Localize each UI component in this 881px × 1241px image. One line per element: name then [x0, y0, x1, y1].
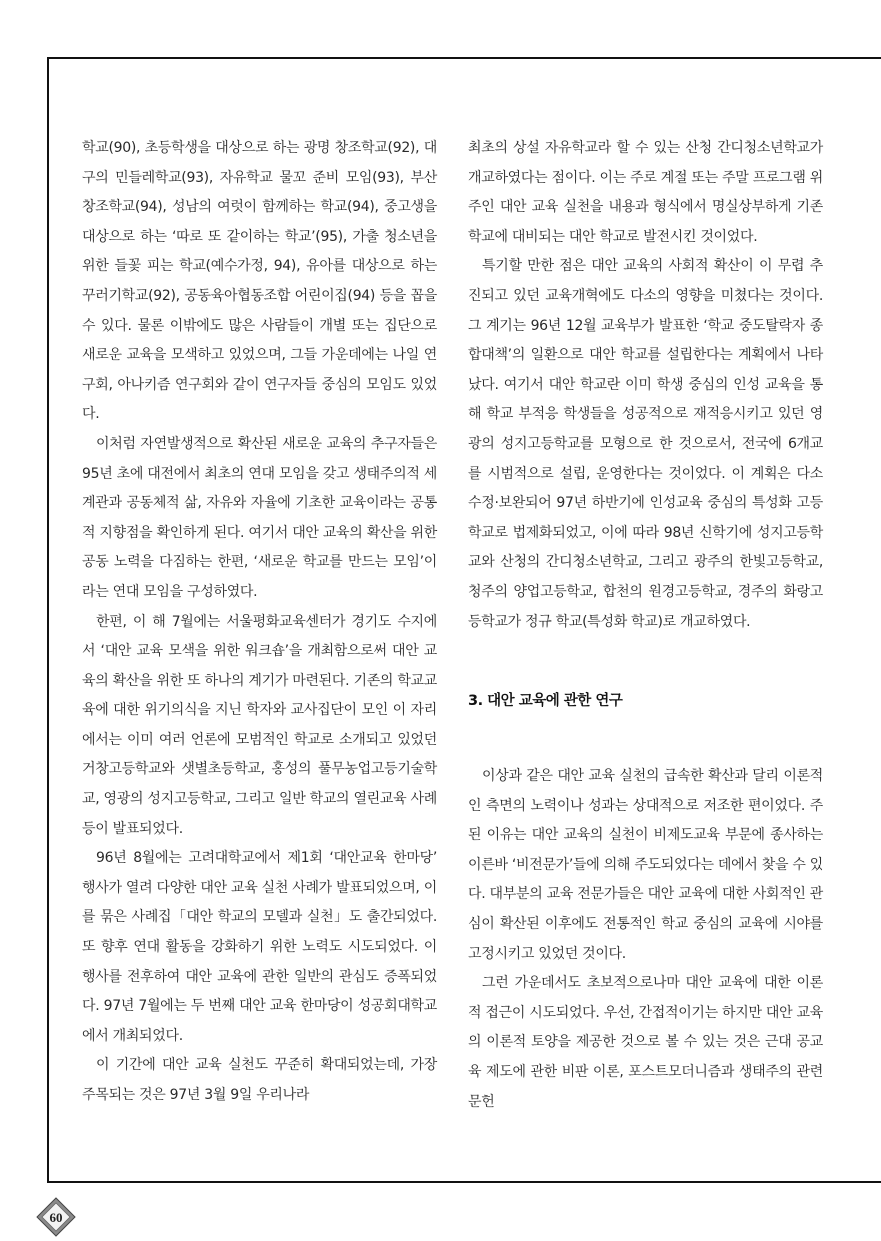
- body-paragraph: 그런 가운데서도 초보적으로나마 대안 교육에 대한 이론적 접근이 시도되었다. 우선, 간접적이기는 하지만 대안 교육의 이론적 토양을 제공한 것으로 볼 수 있는 것은 근대 공교육 제도에 관한 비판 이론, 포스트모더니즘과 생태주의 관련 문헌: [468, 975, 823, 1110]
- page-frame-left-rule: [47, 57, 49, 1183]
- page-frame-top-rule: [47, 57, 881, 59]
- body-paragraph: 학교(90), 초등학생을 대상으로 하는 광명 창조학교(92), 대구의 민들레학교(93), 자유학교 물꼬 준비 모임(93), 부산 창조학교(94), 성남의 여럿이 함께하는 학교(94), 중고생을 대상으로 하는 ‘따로 또 같이하는 학교’(95), 가출 청소년을 위한 들꽃 피는 학교(예수가정, 94), 유아를 대상으로 하는 꾸러기학교(92), 공동육아협동조합 어린이집(94) 등을 꼽을 수 있다. 물론 이밖에도 많은 사람들이 개별 또는 집단으로 새로운 교육을 모색하고 있었으며, 그들 가운데에는 나일 연구회, 아나키즘 연구회와 같이 연구자들 중심의 모임도 있었다.: [82, 140, 437, 423]
- body-paragraph: 이처럼 자연발생적으로 확산된 새로운 교육의 추구자들은 95년 초에 대전에서 최초의 연대 모임을 갖고 생태주의적 세계관과 공동체적 삶, 자유와 자율에 기초한 교육이라는 공통적 지향점을 확인하게 된다. 여기서 대안 교육의 확산을 위한 공동 노력을 다짐하는 한편, ‘새로운 학교를 만드는 모임’이라는 연대 모임을 구성하였다.: [82, 435, 437, 600]
- body-paragraph: 96년 8월에는 고려대학교에서 제1회 ‘대안교육 한마당’ 행사가 열려 다양한 대안 교육 실천 사례가 발표되었으며, 이를 묶은 사례집「대안 학교의 모델과 실천」도 출간되었다. 또 향후 연대 활동을 강화하기 위한 노력도 시도되었다. 이 행사를 전후하여 대안 교육에 관한 일반의 관심도 증폭되었다. 97년 7월에는 두 번째 대안 교육 한마당이 성공회대학교에서 개최되었다.: [82, 850, 437, 1044]
- section-heading: 3. 대안 교육에 관한 연구: [468, 693, 623, 710]
- body-paragraph: 이 기간에 대안 교육 실천도 꾸준히 확대되었는데, 가장 주목되는 것은 97년 3월 9일 우리나라: [82, 1057, 437, 1103]
- page-number-badge: [36, 1197, 76, 1237]
- right-text-column: [468, 134, 823, 1117]
- left-text-column: [82, 134, 437, 1111]
- body-paragraph: 특기할 만한 점은 대안 교육의 사회적 확산이 이 무렵 추진되고 있던 교육개혁에도 다소의 영향을 미쳤다는 것이다. 그 계기는 96년 12월 교육부가 발표한 ‘학교 중도탈락자 종합대책’의 일환으로 대안 학교를 설립한다는 계획에서 나타났다. 여기서 대안 학교란 이미 학생 중심의 인성 교육을 통해 학교 부적응 학생들을 성공적으로 재적응시키고 있던 영광의 성지고등학교를 모형으로 한 것으로서, 전국에 6개교를 시범적으로 설립, 운영한다는 것이었다. 이 계획은 다소 수정·보완되어 97년 하반기에 인성교육 중심의 특성화 고등학교로 법제화되었고, 이에 따라 98년 신학기에 성지고등학교와 산청의 간디청소년학교, 그리고 광주의 한빛고등학교, 청주의 양업고등학교, 합천의 원경고등학교, 경주의 화랑고등학교가 정규 학교(특성화 학교)로 개교하였다.: [468, 258, 823, 630]
- page-frame-bottom-rule: [47, 1181, 881, 1183]
- body-paragraph: 한편, 이 해 7월에는 서울평화교육센터가 경기도 수지에서 ‘대안 교육 모색을 위한 워크숍’을 개최함으로써 대안 교육의 확산을 위한 또 하나의 계기가 마련된다. 기존의 학교교육에 대한 위기의식을 지닌 학자와 교사집단이 모인 이 자리에서는 이미 여러 언론에 모범적인 학교로 소개되고 있었던 거창고등학교와 샛별초등학교, 홍성의 풀무농업고등기술학교, 영광의 성지고등학교, 그리고 일반 학교의 열린교육 사례 등이 발표되었다.: [82, 613, 437, 837]
- body-paragraph: 이상과 같은 대안 교육 실천의 급속한 확산과 달리 이론적인 측면의 노력이나 성과는 상대적으로 저조한 편이었다. 주된 이유는 대안 교육의 실천이 비제도교육 부문에 종사하는 이른바 ‘비전문가’들에 의해 주도되었다는 데에서 찾을 수 있다. 대부분의 교육 전문가들은 대안 교육에 대한 사회적인 관심이 확산된 이후에도 전통적인 학교 중심의 교육에 시야를 고정시키고 있었던 것이다.: [468, 768, 823, 962]
- page-number: 60: [49, 1210, 63, 1225]
- body-paragraph: 최초의 상설 자유학교라 할 수 있는 산청 간디청소년학교가 개교하였다는 점이다. 이는 주로 계절 또는 주말 프로그램 위주인 대안 교육 실천을 내용과 형식에서 명실상부하게 기존 학교에 대비되는 대안 학교로 발전시킨 것이었다.: [468, 140, 823, 245]
